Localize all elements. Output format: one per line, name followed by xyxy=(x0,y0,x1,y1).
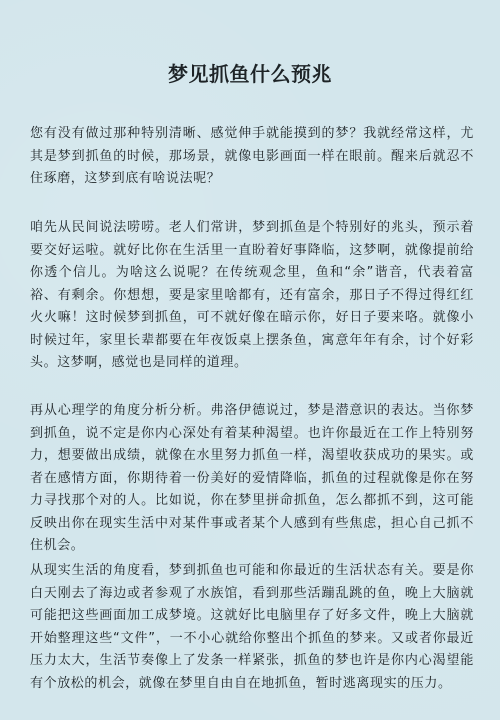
paragraph-4: 从现实生活的角度看，梦到抓鱼也可能和你最近的生活状态有关。要是你白天刚去了海边或者参观了水族馆，看到那些活蹦乱跳的鱼，晚上大脑就可能把这些画面加工成梦境。这就好比电脑里存了好多文件，晚上大脑就开始整理这些“文件”，一不小心就给你整出个抓鱼的梦来。又或者你最近压力太大，生活节奏像上了发条一样紧张，抓鱼的梦也许是你内心渴望能有个放松的机会，就像在梦里自由自在地抓鱼，暂时逃离现实的压力。 xyxy=(30,563,474,691)
paragraph-2: 咱先从民间说法唠唠。老人们常讲，梦到抓鱼是个特别好的兆头，预示着要交好运啦。就好比你在生活里一直盼着好事降临，这梦啊，就像提前给你透个信儿。为啥这么说呢？在传统观念里，鱼和“余”谐音，代表着富裕、有剩余。你想想，要是家里啥都有，还有富余，那日子不得过得红红火火嘛！这时候梦到抓鱼，可不就好像在暗示你，好日子要来咯。就像小时候过年，家里长辈都要在年夜饭桌上摆条鱼，寓意年年有余，讨个好彩头。这梦啊，感觉也是同样的道理。 xyxy=(30,220,474,370)
paragraph-3: 再从心理学的角度分析分析。弗洛伊德说过，梦是潜意识的表达。当你梦到抓鱼，说不定是你内心深处有着某种渴望。也许你最近在工作上特别努力，想要做出成绩，就像在水里努力抓鱼一样，渴望收获成功的果实。或者在感情方面，你期待着一份美好的爱情降临，抓鱼的过程就像是你在努力寻找那个对的人。比如说，你在梦里拼命抓鱼，怎么都抓不到，这可能反映出你在现实生活中对某件事或者某个人感到有些焦虑，担心自己抓不住机会。 xyxy=(30,403,474,553)
document-title: 梦见抓鱼什么预兆 xyxy=(168,62,332,86)
paragraph-1: 您有没有做过那种特别清晰、感觉伸手就能摸到的梦？我就经常这样，尤其是梦到抓鱼的时候，那场景，就像电影画面一样在眼前。醒来后就忍不住琢磨，这梦到底有啥说法呢？ xyxy=(30,126,474,186)
